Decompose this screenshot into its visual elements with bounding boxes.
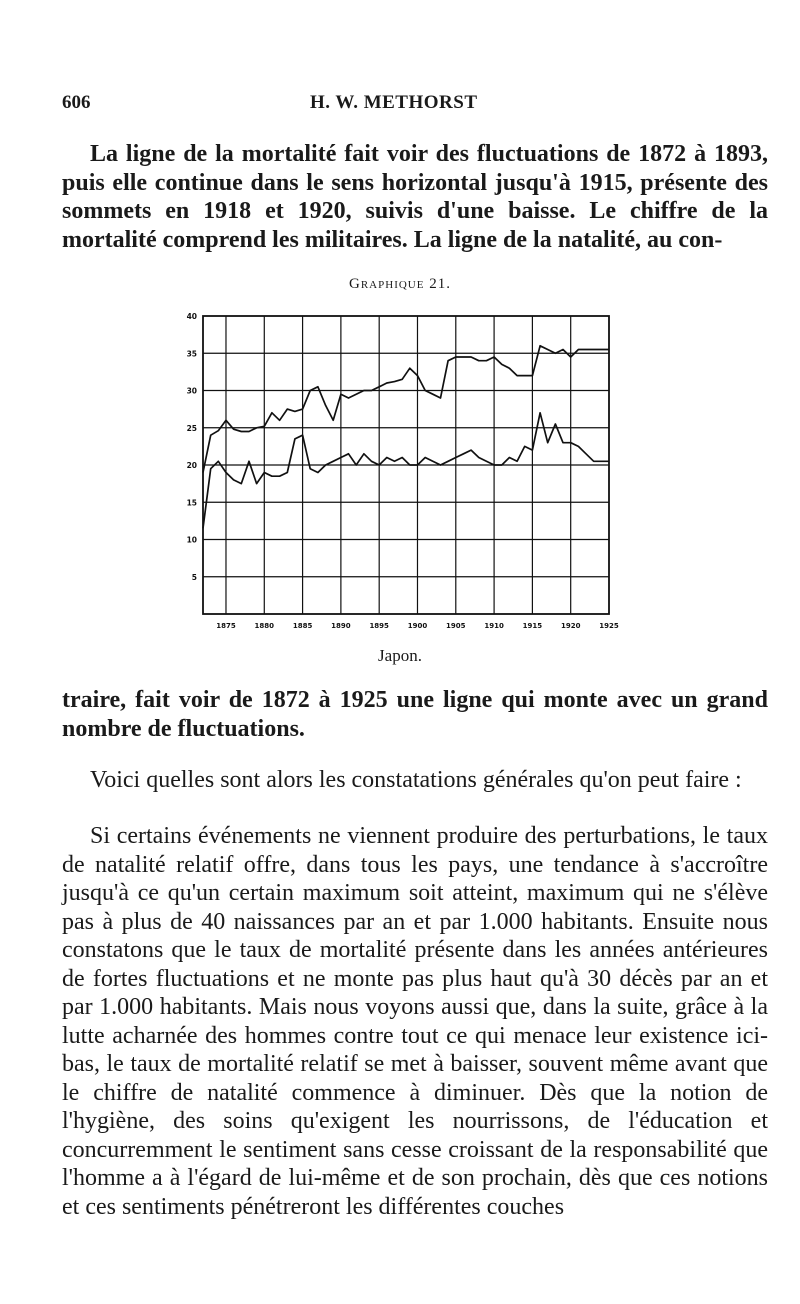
bottom-paragraph-1 <box>62 686 768 743</box>
y-tick-label: 30 <box>186 386 197 396</box>
x-tick-label: 1905 <box>446 622 466 630</box>
y-tick-label: 20 <box>186 461 197 470</box>
bottom-paragraph-3 <box>62 822 768 1221</box>
chart-graphique-21 <box>170 304 630 634</box>
x-tick-label: 1920 <box>560 622 581 630</box>
running-head-author: H. W. METHORST <box>310 92 478 113</box>
y-tick-label: 15 <box>186 498 197 508</box>
top-paragraph-text: La ligne de la mortalité fait voir des fluctuations de 1872 à 1893, puis elle continue dans le sens horizontal jusqu'à 1915, présente des sommets en 1918 et 1920, suivis d'une baisse. Le chiffre de la mortalité comprend les militaires. La ligne de la natalité, au con- <box>62 141 768 253</box>
bottom-paragraph-2 <box>62 766 768 795</box>
bottom-paragraph-2-text: Voici quelles sont alors les constatations générales qu'on peut faire : <box>90 767 742 793</box>
top-paragraph <box>62 140 768 254</box>
line-chart <box>170 304 630 634</box>
bottom-paragraph-3-text: Si certains événements ne viennent produire des perturbations, le taux de natalité relatif offre, dans tous les pays, une tendance à s'accroître jusqu'à ce qu'un certain maximum soit atteint, maximum qui ne s'élève pas à plus de 40 naissances par an et par 1.000 habitants. Ensuite nous constatons que le taux de mortalité présente dans les années antérieures de fortes fluctuations et ne monte pas plus haut qu'à 30 décès par an et par 1.000 habitants. Mais nous voyons aussi que, dans la suite, grâce à la lutte acharnée des hommes contre tout ce qui menace leur existence ici-bas, le taux de mortalité relatif se met à baisser, souvent même avant que le chiffre de natalité commence à diminuer. Dès que la notion de l'hygiène, des soins qu'exigent les nourrissons, de l'éducation et concurremment le sentiment sans cesse croissant de la responsabilité que l'homme a à l'égard de lui-même et de son prochain, dès que ces notions et ces sentiments pénétreront les différentes couches <box>62 823 768 1220</box>
x-tick-label: 1885 <box>292 622 313 630</box>
x-tick-label: 1880 <box>254 622 275 630</box>
x-tick-label: 1875 <box>216 622 236 630</box>
y-tick-label: 35 <box>186 349 197 359</box>
y-tick-label: 25 <box>186 423 197 433</box>
y-tick-label: 40 <box>186 312 197 321</box>
y-tick-label: 10 <box>186 535 197 545</box>
x-tick-label: 1910 <box>484 622 504 630</box>
bottom-paragraph-1-text: traire, fait voir de 1872 à 1925 une ligne qui monte avec un grand nombre de fluctuations. <box>62 687 768 742</box>
x-tick-label: 1895 <box>369 622 389 630</box>
x-tick-label: 1900 <box>407 622 428 630</box>
page-number: 606 <box>62 92 91 113</box>
chart-grid <box>203 316 609 614</box>
x-tick-label: 1925 <box>599 622 619 630</box>
x-axis-ticks <box>216 622 619 630</box>
running-head <box>62 92 762 118</box>
figure-legend: Japon. <box>378 646 422 665</box>
y-tick-label: 5 <box>191 572 197 582</box>
figure-caption: Graphique 21. <box>349 276 451 292</box>
x-tick-label: 1890 <box>331 622 351 630</box>
x-tick-label: 1915 <box>522 622 543 630</box>
y-axis-ticks <box>187 312 197 582</box>
